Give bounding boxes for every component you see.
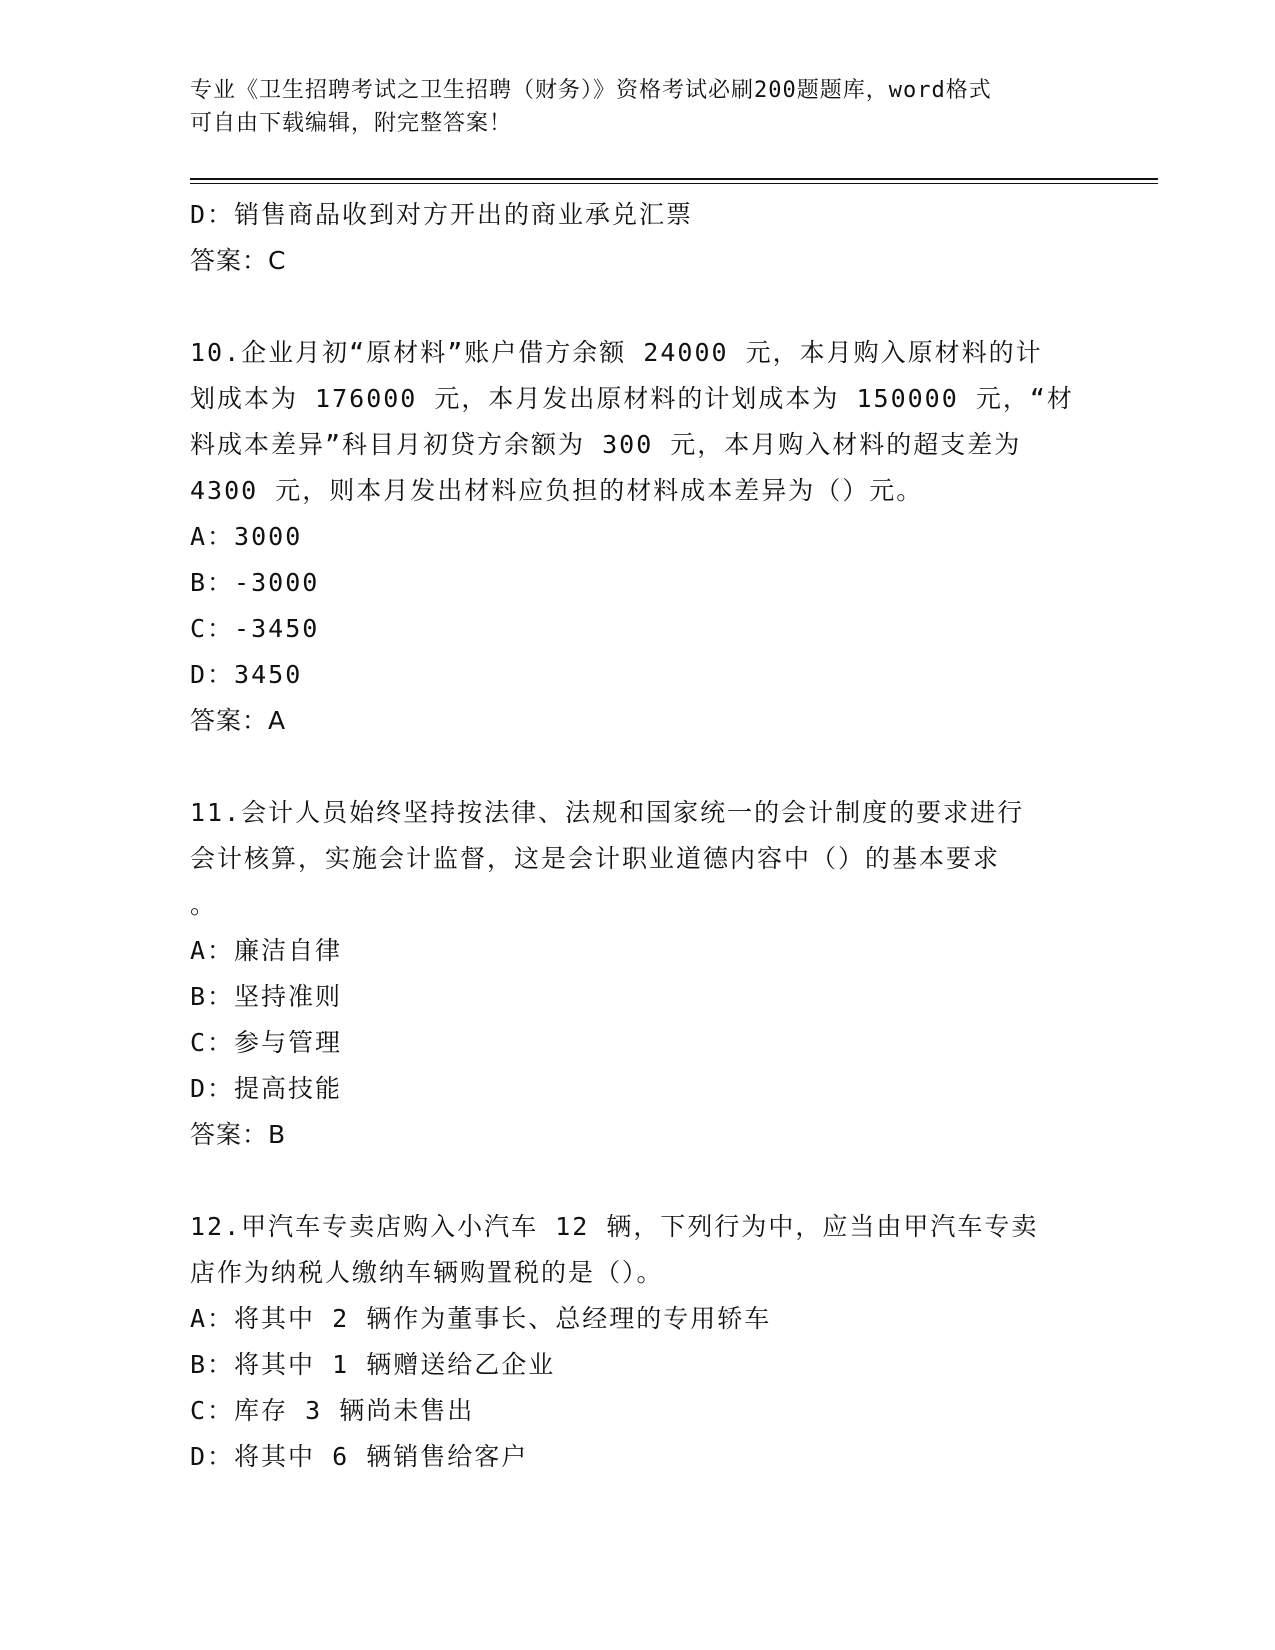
question-11 — [190, 790, 1090, 1158]
document-body — [190, 192, 1090, 1480]
option-b: B：-3000 — [190, 568, 320, 597]
header-rule-thick — [190, 178, 1158, 180]
question-text-line-1: 11.会计人员始终坚持按法律、法规和国家统一的会计制度的要求进行 — [190, 798, 1025, 827]
question-text-line-2: 划成本为 176000 元，本月发出原材料的计划成本为 150000 元，“材 — [190, 384, 1074, 413]
document-header — [190, 74, 1070, 140]
question-text-line-1: 10.企业月初“原材料”账户借方余额 24000 元，本月购入原材料的计 — [190, 338, 1043, 367]
spacer — [190, 284, 1090, 330]
answer: 答案：C — [190, 246, 287, 275]
question-text-line-4: 4300 元，则本月发出材料应负担的材料成本差异为（）元。 — [190, 476, 924, 505]
previous-question-tail — [190, 192, 1090, 284]
question-text-line-3: 料成本差异”科目月初贷方余额为 300 元，本月购入材料的超支差为 — [190, 430, 1022, 459]
question-text-line-2: 店作为纳税人缴纳车辆购置税的是（）。 — [190, 1258, 664, 1287]
option-d: D：3450 — [190, 660, 303, 689]
option-d: D：销售商品收到对方开出的商业承兑汇票 — [190, 200, 694, 229]
option-a: A：廉洁自律 — [190, 936, 343, 965]
spacer — [190, 1158, 1090, 1204]
option-d: D：提高技能 — [190, 1074, 343, 1103]
option-c: C：-3450 — [190, 614, 320, 643]
question-text-line-1: 12.甲汽车专卖店购入小汽车 12 辆，下列行为中，应当由甲汽车专卖 — [190, 1212, 1039, 1241]
header-line-2: 可自由下载编辑，附完整答案！ — [190, 111, 513, 136]
answer: 答案：A — [190, 706, 287, 735]
question-text-line-2: 会计核算，实施会计监督，这是会计职业道德内容中（）的基本要求 — [190, 844, 1001, 873]
header-rule-thin — [190, 183, 1158, 184]
header-line-1: 专业《卫生招聘考试之卫生招聘（财务）》资格考试必刷200题题库，word格式 — [190, 78, 992, 103]
answer: 答案：B — [190, 1120, 287, 1149]
option-b: B：坚持准则 — [190, 982, 343, 1011]
option-d: D：将其中 6 辆销售给客户 — [190, 1442, 529, 1471]
question-12 — [190, 1204, 1090, 1480]
option-a: A：将其中 2 辆作为董事长、总经理的专用轿车 — [190, 1304, 772, 1333]
spacer — [190, 744, 1090, 790]
question-10 — [190, 330, 1090, 744]
question-text-line-3: 。 — [190, 890, 218, 919]
option-c: C：库存 3 辆尚未售出 — [190, 1396, 475, 1425]
option-b: B：将其中 1 辆赠送给乙企业 — [190, 1350, 556, 1379]
option-a: A：3000 — [190, 522, 303, 551]
option-c: C：参与管理 — [190, 1028, 343, 1057]
